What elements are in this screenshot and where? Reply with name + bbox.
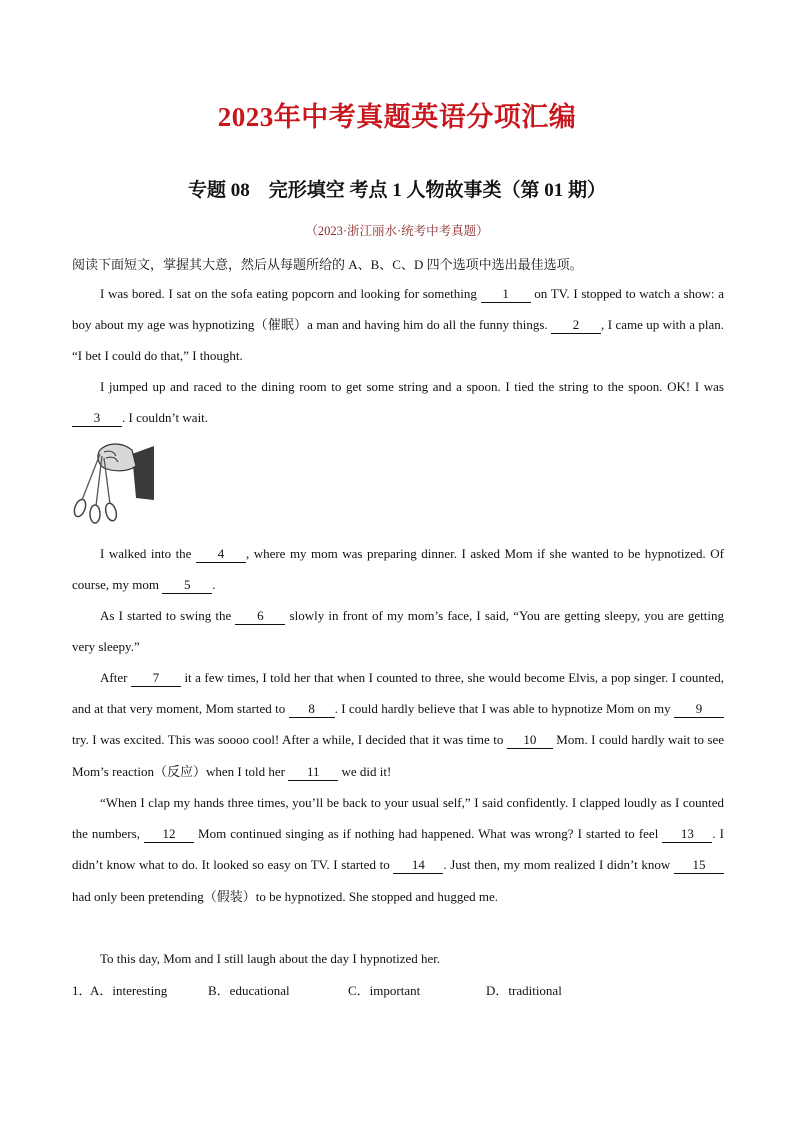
blank-14[interactable]: 14 [393, 857, 443, 874]
blank-4[interactable]: 4 [196, 546, 246, 563]
blank-12[interactable]: 12 [144, 826, 194, 843]
blank-6[interactable]: 6 [235, 608, 285, 625]
blank-11[interactable]: 11 [288, 764, 338, 781]
blank-1[interactable]: 1 [481, 286, 531, 303]
section-subtitle: 专题 08 完形填空 考点 1 人物故事类（第 01 期） [187, 180, 606, 201]
option-c[interactable]: C．important [348, 983, 421, 998]
passage-paragraph-2: I jumped up and raced to the dining room to get some string and a spoon. I tied the string to the spoon. OK! I was 3 . I couldn’t wait. [72, 371, 724, 433]
blank-3[interactable]: 3 [72, 410, 122, 427]
blank-8[interactable]: 8 [289, 701, 335, 718]
blank-10[interactable]: 10 [507, 732, 553, 749]
passage-paragraph-6: “When I clap my hands three times, you’ll be back to your usual self,” I said confidently. I clapped loudly as I counted the numbers, 12 Mom continued singing as if nothing had happened. What was wrong? I started to feel 13 . I didn’t know what to do. It looked so easy on TV. I started to 14 . Just then, my mom realized I didn’t know 15 had only been pretending（假装）to be hypnotized. She stopped and hugged me. [72, 795, 724, 904]
document-title: 2023年中考真题英语分项汇编 [217, 102, 577, 132]
passage-paragraph-4: As I started to swing the 6 slowly in front of my mom’s face, I said, “You are getting sleepy, you are getting very sleepy.” [72, 608, 724, 655]
blank-9[interactable]: 9 [674, 701, 724, 718]
hand-holding-string-image [70, 420, 154, 526]
blank-15[interactable]: 15 [674, 857, 724, 874]
passage-paragraph-5: After 7 it a few times, I told her that when I counted to three, she would become Elvis, a pop singer. I counted, and at that very moment, Mom started to 8 . I could hardly believe that I was able to hypnotize Mom on my 9 try. I was excited. This was soooo cool! After a while, I decided that it was time to 10 Mom. I could hardly wait to see Mom’s reaction（反应）when I told her 11 we did it! [72, 670, 724, 779]
option-b[interactable]: B．educational [208, 983, 290, 998]
blank-7[interactable]: 7 [131, 670, 181, 687]
passage-paragraph-7: To this day, Mom and I still laugh about the day I hypnotized her. [100, 951, 441, 966]
blank-5[interactable]: 5 [162, 577, 212, 594]
instruction-text: 阅读下面短文，掌握其大意，然后从每题所给的 A、B、C、D 四个选项中选出最佳选项。 [72, 257, 583, 272]
question-1-number: 1． [72, 983, 92, 998]
option-a[interactable]: A．interesting [90, 983, 168, 998]
passage-paragraph-1: I was bored. I sat on the sofa eating popcorn and looking for something 1 on TV. I stopped to watch a show: a boy about my age was hypnotizing（催眠）a man and having him do all the funny things. 2 , I came up with a plan. “I bet I could do that,” I thought. [72, 286, 725, 364]
option-d[interactable]: D．traditional [486, 983, 562, 998]
exam-source: （2023·浙江丽水·统考中考真题） [305, 224, 489, 238]
blank-2[interactable]: 2 [551, 317, 601, 334]
passage-paragraph-3: I walked into the 4 , where my mom was preparing dinner. I asked Mom if she wanted to be hypnotized. Of course, my mom 5 . [72, 546, 724, 593]
blank-13[interactable]: 13 [662, 826, 712, 843]
